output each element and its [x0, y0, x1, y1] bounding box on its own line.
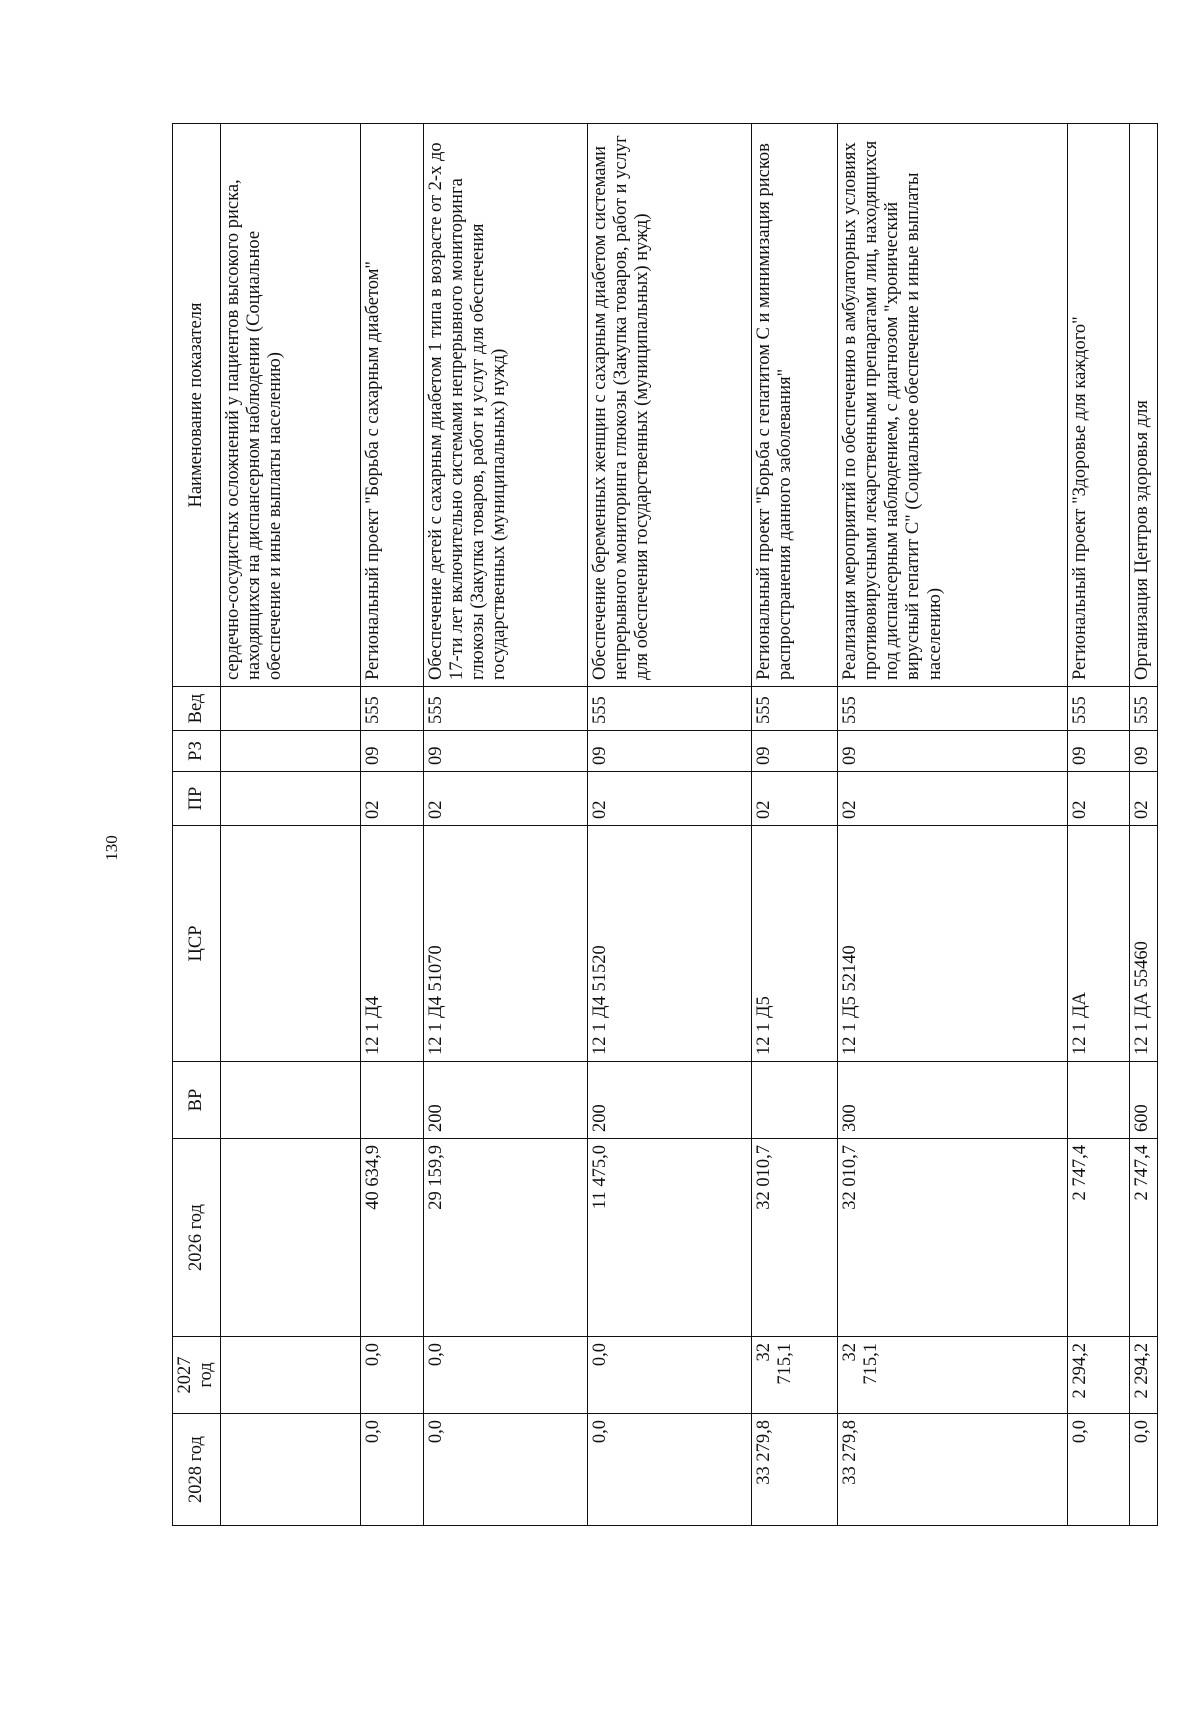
cell-y2028: 0,0	[587, 1414, 751, 1526]
cell-y2028: 0,0	[423, 1414, 587, 1526]
table-row	[751, 124, 837, 1526]
cell-csr: 12 1 Д5 52140	[837, 826, 1067, 1062]
cell-y2027: 32 715,1	[751, 1337, 837, 1414]
cell-pr: 02	[1067, 772, 1129, 826]
header-y2026: 2026 год	[173, 1139, 221, 1337]
cell-csr: 12 1 Д4 51520	[587, 826, 751, 1062]
cell-name: Региональный проект "Борьба с гепатитом С и минимизация рисков распространения данного заболевания"	[751, 124, 837, 687]
cell-rz: 09	[1067, 731, 1129, 772]
cell-rz	[220, 731, 360, 772]
cell-ved: 555	[360, 687, 423, 731]
cell-ved: 555	[1067, 687, 1129, 731]
cell-y2028: 33 279,8	[837, 1414, 1067, 1526]
cell-ved: 555	[751, 687, 837, 731]
cell-name: Региональный проект "Борьба с сахарным диабетом"	[360, 124, 423, 687]
header-name: Наименование показателя	[173, 124, 221, 687]
cell-rz: 09	[360, 731, 423, 772]
cell-y2027: 2 294,2	[1129, 1337, 1157, 1414]
cell-pr: 02	[423, 772, 587, 826]
header-pr: ПР	[173, 772, 221, 826]
cell-pr: 02	[837, 772, 1067, 826]
cell-name: Организация Центров здоровья для	[1129, 124, 1157, 687]
cell-y2027: 0,0	[360, 1337, 423, 1414]
cell-y2027: 0,0	[587, 1337, 751, 1414]
table-row	[423, 124, 587, 1526]
cell-vr: 200	[587, 1062, 751, 1139]
header-y2027: 2027 год	[173, 1337, 221, 1414]
cell-y2026: 2 747,4	[1129, 1139, 1157, 1337]
cell-csr: 12 1 Д5	[751, 826, 837, 1062]
cell-rz: 09	[1129, 731, 1157, 772]
cell-y2027: 2 294,2	[1067, 1337, 1129, 1414]
table-row	[1129, 124, 1157, 1526]
cell-pr: 02	[751, 772, 837, 826]
cell-y2026: 40 634,9	[360, 1139, 423, 1337]
cell-name: сердечно-сосудистых осложнений у пациентов высокого риска, находящихся на диспансерном наблюдении (Социальное обеспечение и иные выплаты населению)	[220, 124, 360, 687]
header-y2028: 2028 год	[173, 1414, 221, 1526]
cell-pr: 02	[587, 772, 751, 826]
cell-name: Обеспечение беременных женщин с сахарным диабетом системами непрерывного мониторинга глюкозы (Закупка товаров, работ и услуг для обеспечения государственных (муниципальных) нужд)	[587, 124, 751, 687]
cell-name: Региональный проект "Здоровье для каждого"	[1067, 124, 1129, 687]
cell-ved	[220, 687, 360, 731]
table-row	[587, 124, 751, 1526]
budget-table-rotated	[172, 124, 1152, 1526]
cell-y2026: 2 747,4	[1067, 1139, 1129, 1337]
cell-y2026: 29 159,9	[423, 1139, 587, 1337]
cell-vr: 200	[423, 1062, 587, 1139]
header-row	[173, 124, 221, 1526]
cell-rz: 09	[423, 731, 587, 772]
cell-pr	[220, 772, 360, 826]
cell-pr: 02	[1129, 772, 1157, 826]
cell-pr: 02	[360, 772, 423, 826]
cell-rz: 09	[837, 731, 1067, 772]
cell-vr: 600	[1129, 1062, 1157, 1139]
cell-name: Обеспечение детей с сахарным диабетом 1 типа в возрасте от 2-х до 17-ти лет включительно системами непрерывного мониторинга глюкозы (Закупка товаров, работ и услуг для обеспечения государственных (муниципальных) нужд)	[423, 124, 587, 687]
cell-y2028: 33 279,8	[751, 1414, 837, 1526]
cell-csr: 12 1 Д4 51070	[423, 826, 587, 1062]
header-csr: ЦСР	[173, 826, 221, 1062]
cell-ved: 555	[1129, 687, 1157, 731]
cell-vr	[360, 1062, 423, 1139]
cell-csr	[220, 826, 360, 1062]
cell-y2027	[220, 1337, 360, 1414]
budget-table	[172, 123, 1158, 1526]
cell-y2027: 0,0	[423, 1337, 587, 1414]
cell-y2026: 11 475,0	[587, 1139, 751, 1337]
cell-csr: 12 1 ДА 55460	[1129, 826, 1157, 1062]
cell-y2028: 0,0	[1067, 1414, 1129, 1526]
table-row	[360, 124, 423, 1526]
cell-ved: 555	[837, 687, 1067, 731]
cell-rz: 09	[587, 731, 751, 772]
cell-y2028: 0,0	[360, 1414, 423, 1526]
cell-vr	[220, 1062, 360, 1139]
cell-y2026: 32 010,7	[837, 1139, 1067, 1337]
page-number: 130	[102, 835, 121, 861]
table-row	[1067, 124, 1129, 1526]
cell-y2026: 32 010,7	[751, 1139, 837, 1337]
table-row	[837, 124, 1067, 1526]
cell-ved: 555	[587, 687, 751, 731]
cell-ved: 555	[423, 687, 587, 731]
cell-vr: 300	[837, 1062, 1067, 1139]
cell-csr: 12 1 ДА	[1067, 826, 1129, 1062]
cell-y2028	[220, 1414, 360, 1526]
cell-vr	[751, 1062, 837, 1139]
cell-y2028: 0,0	[1129, 1414, 1157, 1526]
cell-y2026	[220, 1139, 360, 1337]
cell-y2027: 32 715,1	[837, 1337, 1067, 1414]
cell-vr	[1067, 1062, 1129, 1139]
cell-name: Реализация мероприятий по обеспечению в амбулаторных условиях противовирусными лекарственными препаратами лиц, находящихся под диспансерным наблюдением, с диагнозом "хронический вирусный гепатит С" (Социальное обеспечение и иные выплаты населению)	[837, 124, 1067, 687]
header-rz: РЗ	[173, 731, 221, 772]
header-vr: ВР	[173, 1062, 221, 1139]
header-ved: Вед	[173, 687, 221, 731]
cell-csr: 12 1 Д4	[360, 826, 423, 1062]
table-row	[220, 124, 360, 1526]
cell-rz: 09	[751, 731, 837, 772]
